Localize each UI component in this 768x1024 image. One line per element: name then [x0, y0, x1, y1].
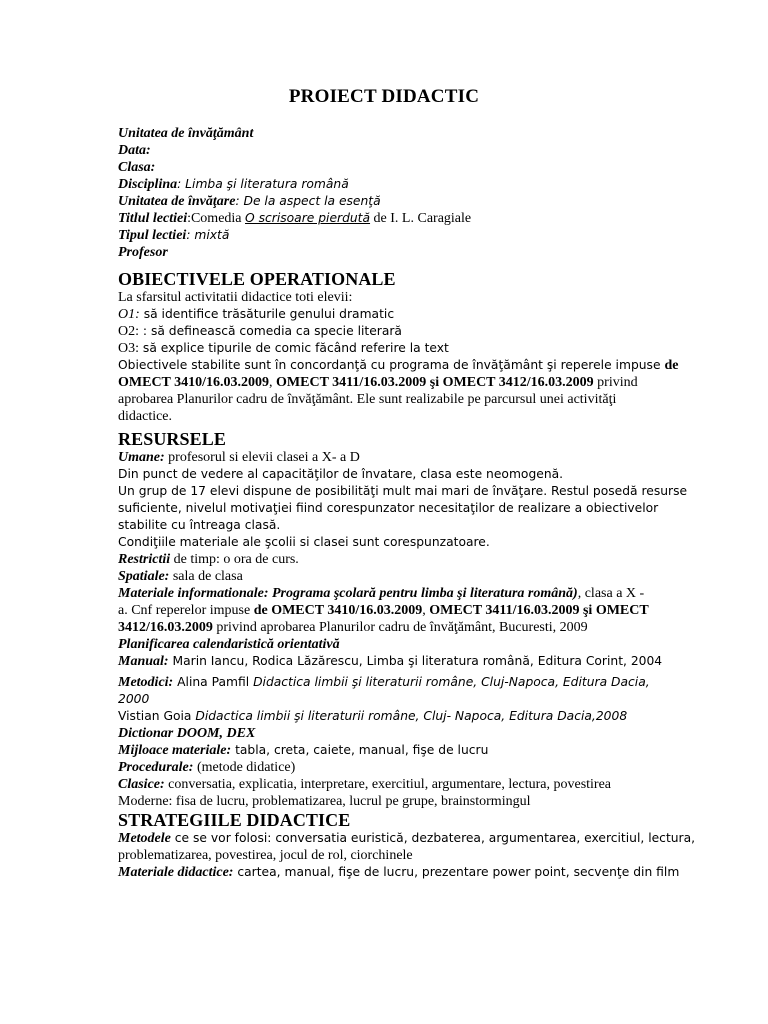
resurse-mijloace [118, 742, 688, 759]
restrictii-value: de timp: o ora de curs. [170, 552, 299, 567]
strategii-materiale [118, 864, 688, 881]
clasice-value: conversatia, explicatia, interpretare, exercitiul, argumentare, lectura, povestirea [164, 777, 612, 792]
resurse-materiale-informationale [118, 585, 688, 602]
o1-label: O1: [118, 307, 140, 322]
omect-3412: şi OMECT 3412/16.03.2009 [426, 375, 594, 390]
o2-text: : să definească comedia ca specie literară [139, 324, 402, 338]
o1-text: să identifice trăsăturile genului dramatic [139, 307, 395, 321]
resurse-materiale-line-2 [118, 602, 688, 619]
resurse-restrictii [118, 551, 688, 568]
obiective-heading: OBIECTIVELE OPERATIONALE [118, 269, 396, 289]
m2-omect: şi OMECT [579, 603, 649, 618]
resurse-moderne: Moderne: fisa de lucru, problematizarea, lucrul pe grupe, brainstormingul [118, 794, 531, 809]
planificarea-calendaristica: Planificarea calendaristică orientativă [118, 637, 340, 652]
header-tipul [118, 227, 688, 244]
tipul-value: : mixtă [186, 228, 230, 242]
metodici-year: 2000 [118, 692, 150, 706]
m2-sep: , [422, 603, 430, 618]
resurse-line-1: Din punct de vedere al capacităţilor de învatare, clasa este neomogenă. [118, 467, 564, 481]
p2-privind: privind [593, 375, 638, 390]
header-disciplina [118, 176, 688, 193]
metodici-label: Metodici: [118, 675, 174, 690]
titlul-work: O scrisoare pierdută [245, 211, 371, 225]
unitatea-invatare-value: : De la aspect la esenţă [235, 194, 381, 208]
unitatea-invatare-label: Unitatea de învăţare [118, 194, 236, 209]
obiective-paragraph-line-2 [118, 374, 688, 391]
resurse-goia [118, 708, 688, 725]
strategii-metodele [118, 830, 696, 847]
obiective-paragraph-line-4: didactice. [118, 409, 173, 424]
obiective-intro: La sfarsitul activitatii didactice toti elevii: [118, 290, 353, 305]
mijloace-value: tabla, creta, caiete, manual, fişe de lucru [231, 743, 489, 757]
m2-cnf: a. Cnf reperelor impuse [118, 603, 254, 618]
unitatea-label: Unitatea de învăţământ [118, 126, 254, 141]
goia-title: Didactica limbii şi literaturii române, Cluj- Napoca, Editura Dacia,2008 [195, 709, 628, 723]
disciplina-value: : Limba şi literatura română [177, 177, 349, 191]
data-label: Data: [118, 143, 151, 158]
obiectiv-o3 [118, 340, 688, 357]
procedurale-value: (metode didatice) [193, 760, 296, 775]
resurse-manual [118, 653, 688, 670]
clasa-label: Clasa: [118, 160, 156, 175]
metodele-label: Metodele [118, 831, 171, 846]
metodici-title: Didactica limbii şi literaturii române, Cluj-Napoca, Editura Dacia, [253, 675, 650, 689]
m2-omect-3410: de OMECT 3410/16.03.2009 [253, 603, 423, 618]
p1-text: Obiectivele stabilite sunt în concordanţă cu programa de învăţământ şi reperele impuse [118, 358, 665, 372]
resurse-clasice [118, 776, 688, 793]
profesor-label: Profesor [118, 245, 168, 260]
metodici-author: Alina Pamfil [173, 675, 254, 689]
mat-inf-rest: , clasa a X - [577, 586, 645, 601]
p1-bold: de [664, 358, 679, 373]
o3-text: să explice tipurile de comic făcând referire la text [139, 341, 449, 355]
strategii-heading: STRATEGIILE DIDACTICE [118, 810, 351, 830]
spatiale-label: Spatiale: [118, 569, 170, 584]
restrictii-label: Restrictii [118, 552, 171, 567]
resurse-umane [118, 449, 688, 466]
resurse-line-4: stabilite cu întreaga clasă. [118, 518, 281, 532]
obiective-paragraph-line-1 [118, 357, 688, 374]
resurse-line-2: Un grup de 17 elevi dispune de posibilităţi mult mai mari de învăţare. Restul posedă resurse [118, 484, 688, 498]
obiectiv-o2 [118, 323, 688, 340]
spatiale-value: sala de clasa [169, 569, 243, 584]
document-body [118, 125, 696, 881]
resurse-spatiale [118, 568, 688, 585]
header-unitatea [118, 125, 688, 142]
header-unitatea-invatare [118, 193, 688, 210]
m2-omect-3411: OMECT 3411/16.03.2009 [429, 603, 580, 618]
obiectiv-o1 [118, 306, 688, 323]
resurse-heading: RESURSELE [118, 429, 226, 449]
manual-value: Marin Iancu, Rodica Lăzărescu, Limba şi literatura română, Editura Corint, 2004 [168, 654, 663, 668]
p2-sep: , [269, 375, 277, 390]
header-profesor [118, 244, 688, 261]
o2-label: O2: [118, 324, 139, 339]
strategii-metodele-cont: problematizarea, povestirea, jocul de rol, ciorchinele [118, 848, 413, 863]
mat-inf-programa: Programa şcolară pentru limba şi literatura română) [268, 586, 578, 601]
resurse-materiale-line-3 [118, 619, 688, 636]
titlul-label: Titlul lectiei [118, 211, 188, 226]
resurse-dictionar: Dictionar DOOM, DEX [118, 726, 256, 741]
umane-label: Umane: [118, 450, 165, 465]
metodele-value: ce se vor folosi: conversatia euristică, dezbaterea, argumentarea, exercitiul, lectura, [170, 831, 696, 845]
resurse-line-5: Condiţiile materiale ale şcolii si clasei sunt corespunzatoare. [118, 535, 490, 549]
mijloace-label: Mijloace materiale: [118, 743, 232, 758]
tipul-label: Tipul lectiei [118, 228, 187, 243]
document-title: PROIECT DIDACTIC [288, 86, 480, 107]
titlul-author: de I. L. Caragiale [370, 211, 472, 226]
procedurale-label: Procedurale: [118, 760, 194, 775]
obiective-paragraph-line-3: aprobarea Planurilor cadru de învăţământ. Ele sunt realizabile pe parcursul unei activităţi [118, 392, 617, 407]
m3-omect-3412: 3412/16.03.2009 [118, 620, 213, 635]
clasice-label: Clasice: [118, 777, 165, 792]
resurse-procedurale [118, 759, 688, 776]
header-titlul [118, 210, 688, 227]
goia-author: Vistian Goia [118, 709, 196, 723]
m3-privind: privind aprobarea Planurilor cadru de învăţământ, Bucuresti, 2009 [212, 620, 588, 635]
materiale-label: Materiale didactice: [118, 865, 234, 880]
resurse-line-3: suficiente, nivelul motivaţiei fiind corespunzator necesitaţilor de realizare a obiectivelor [118, 501, 659, 515]
omect-3410: OMECT 3410/16.03.2009 [118, 375, 270, 390]
header-clasa [118, 159, 688, 176]
manual-label: Manual: [118, 654, 169, 669]
mat-inf-label: Materiale informationale: [118, 586, 269, 601]
header-data [118, 142, 688, 159]
materiale-value: cartea, manual, fişe de lucru, prezentare power point, secvenţe din film [233, 865, 680, 879]
disciplina-label: Disciplina [118, 177, 178, 192]
omect-3411: OMECT 3411/16.03.2009 [276, 375, 427, 390]
titlul-pre: :Comedia [187, 211, 246, 226]
resurse-metodici [118, 674, 688, 691]
o3-label: O3: [118, 341, 139, 356]
umane-value: profesorul si elevii clasei a X- a D [164, 450, 360, 465]
